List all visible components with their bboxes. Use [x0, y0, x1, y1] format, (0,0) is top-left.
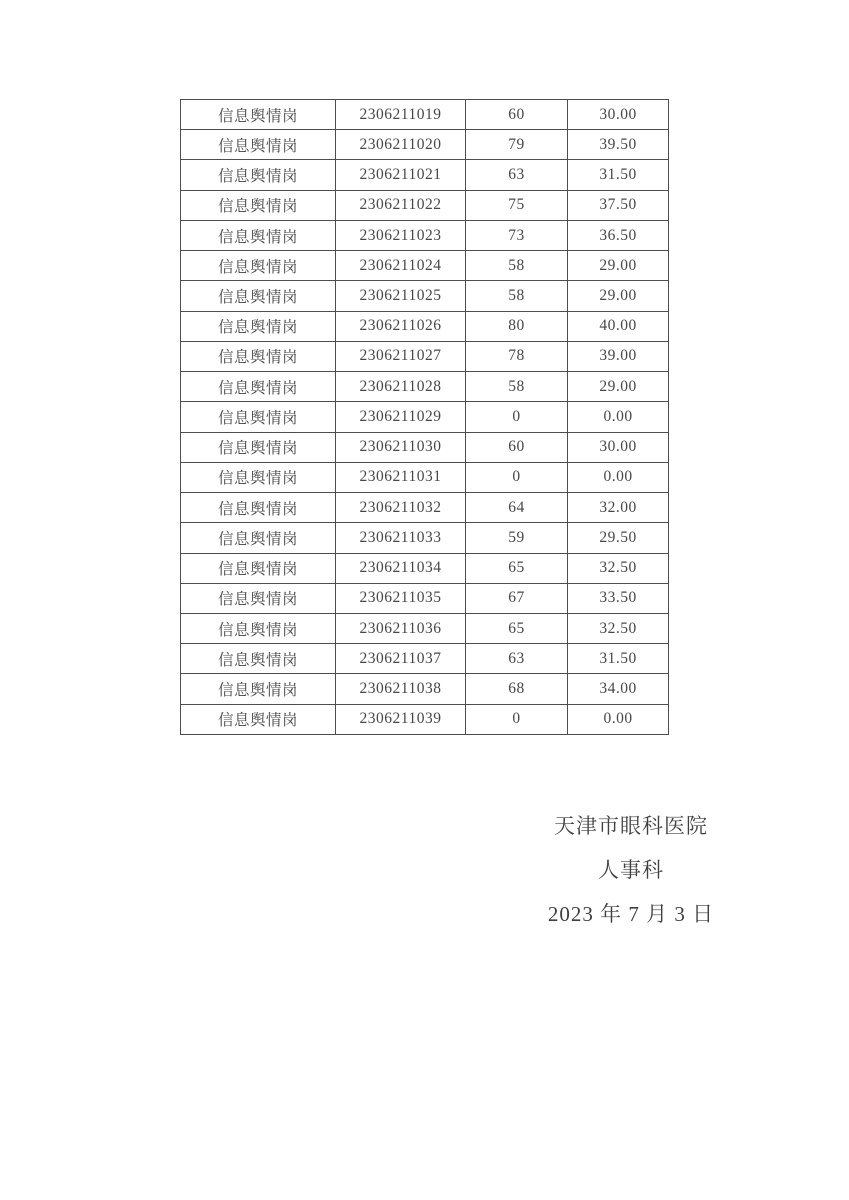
cell-candidate-id: 2306211027	[336, 341, 466, 371]
cell-score: 75	[466, 190, 568, 220]
cell-score: 65	[466, 613, 568, 643]
cell-weighted-score: 40.00	[568, 311, 669, 341]
cell-score: 58	[466, 281, 568, 311]
cell-weighted-score: 32.50	[568, 613, 669, 643]
cell-score: 65	[466, 553, 568, 583]
table-row	[181, 100, 669, 130]
cell-weighted-score: 39.50	[568, 130, 669, 160]
cell-post: 信息舆情岗	[181, 704, 336, 734]
cell-score: 59	[466, 523, 568, 553]
cell-score: 68	[466, 674, 568, 704]
cell-candidate-id: 2306211038	[336, 674, 466, 704]
cell-candidate-id: 2306211026	[336, 311, 466, 341]
cell-post: 信息舆情岗	[181, 100, 336, 130]
cell-post: 信息舆情岗	[181, 583, 336, 613]
table-row	[181, 462, 669, 492]
cell-post: 信息舆情岗	[181, 644, 336, 674]
cell-candidate-id: 2306211028	[336, 372, 466, 402]
cell-weighted-score: 37.50	[568, 190, 669, 220]
table-row	[181, 190, 669, 220]
table-row	[181, 644, 669, 674]
table-row	[181, 372, 669, 402]
table-row	[181, 674, 669, 704]
cell-score: 73	[466, 220, 568, 250]
cell-weighted-score: 31.50	[568, 160, 669, 190]
cell-weighted-score: 0.00	[568, 704, 669, 734]
signature-department: 人事科	[598, 858, 664, 882]
cell-post: 信息舆情岗	[181, 674, 336, 704]
table-row	[181, 130, 669, 160]
cell-score: 78	[466, 341, 568, 371]
cell-weighted-score: 30.00	[568, 432, 669, 462]
cell-score: 0	[466, 462, 568, 492]
cell-post: 信息舆情岗	[181, 160, 336, 190]
cell-candidate-id: 2306211039	[336, 704, 466, 734]
cell-candidate-id: 2306211035	[336, 583, 466, 613]
cell-post: 信息舆情岗	[181, 311, 336, 341]
cell-weighted-score: 0.00	[568, 462, 669, 492]
cell-weighted-score: 39.00	[568, 341, 669, 371]
cell-score: 79	[466, 130, 568, 160]
table-row	[181, 583, 669, 613]
cell-candidate-id: 2306211020	[336, 130, 466, 160]
cell-post: 信息舆情岗	[181, 341, 336, 371]
score-table	[180, 99, 669, 735]
cell-score: 58	[466, 372, 568, 402]
cell-post: 信息舆情岗	[181, 613, 336, 643]
cell-candidate-id: 2306211021	[336, 160, 466, 190]
cell-candidate-id: 2306211033	[336, 523, 466, 553]
cell-post: 信息舆情岗	[181, 190, 336, 220]
cell-score: 63	[466, 160, 568, 190]
table-row	[181, 553, 669, 583]
cell-candidate-id: 2306211034	[336, 553, 466, 583]
cell-post: 信息舆情岗	[181, 281, 336, 311]
cell-candidate-id: 2306211036	[336, 613, 466, 643]
cell-post: 信息舆情岗	[181, 372, 336, 402]
cell-candidate-id: 2306211032	[336, 493, 466, 523]
cell-score: 63	[466, 644, 568, 674]
table-row	[181, 251, 669, 281]
cell-post: 信息舆情岗	[181, 220, 336, 250]
table-row	[181, 432, 669, 462]
table-row	[181, 704, 669, 734]
signature-block	[450, 804, 812, 936]
cell-candidate-id: 2306211019	[336, 100, 466, 130]
table-row	[181, 220, 669, 250]
cell-weighted-score: 29.50	[568, 523, 669, 553]
cell-weighted-score: 31.50	[568, 644, 669, 674]
cell-weighted-score: 30.00	[568, 100, 669, 130]
cell-candidate-id: 2306211030	[336, 432, 466, 462]
cell-candidate-id: 2306211022	[336, 190, 466, 220]
signature-organization: 天津市眼科医院	[554, 814, 708, 838]
cell-score: 0	[466, 402, 568, 432]
cell-post: 信息舆情岗	[181, 251, 336, 281]
cell-post: 信息舆情岗	[181, 130, 336, 160]
table-row	[181, 281, 669, 311]
cell-post: 信息舆情岗	[181, 493, 336, 523]
cell-score: 60	[466, 100, 568, 130]
cell-weighted-score: 34.00	[568, 674, 669, 704]
signature-date: 2023 年 7 月 3 日	[547, 902, 715, 926]
table-row	[181, 613, 669, 643]
table-row	[181, 341, 669, 371]
cell-weighted-score: 32.50	[568, 553, 669, 583]
score-table-body	[181, 100, 669, 735]
cell-score: 67	[466, 583, 568, 613]
cell-weighted-score: 33.50	[568, 583, 669, 613]
cell-candidate-id: 2306211025	[336, 281, 466, 311]
table-row	[181, 402, 669, 432]
table-row	[181, 311, 669, 341]
cell-post: 信息舆情岗	[181, 432, 336, 462]
table-row	[181, 160, 669, 190]
cell-weighted-score: 29.00	[568, 251, 669, 281]
cell-candidate-id: 2306211024	[336, 251, 466, 281]
cell-weighted-score: 29.00	[568, 372, 669, 402]
cell-post: 信息舆情岗	[181, 402, 336, 432]
cell-weighted-score: 32.00	[568, 493, 669, 523]
cell-post: 信息舆情岗	[181, 523, 336, 553]
cell-post: 信息舆情岗	[181, 462, 336, 492]
cell-post: 信息舆情岗	[181, 553, 336, 583]
table-row	[181, 523, 669, 553]
table-row	[181, 493, 669, 523]
cell-candidate-id: 2306211029	[336, 402, 466, 432]
cell-candidate-id: 2306211023	[336, 220, 466, 250]
cell-candidate-id: 2306211031	[336, 462, 466, 492]
cell-weighted-score: 29.00	[568, 281, 669, 311]
cell-score: 80	[466, 311, 568, 341]
cell-candidate-id: 2306211037	[336, 644, 466, 674]
cell-score: 58	[466, 251, 568, 281]
cell-weighted-score: 0.00	[568, 402, 669, 432]
cell-score: 60	[466, 432, 568, 462]
cell-weighted-score: 36.50	[568, 220, 669, 250]
cell-score: 64	[466, 493, 568, 523]
cell-score: 0	[466, 704, 568, 734]
